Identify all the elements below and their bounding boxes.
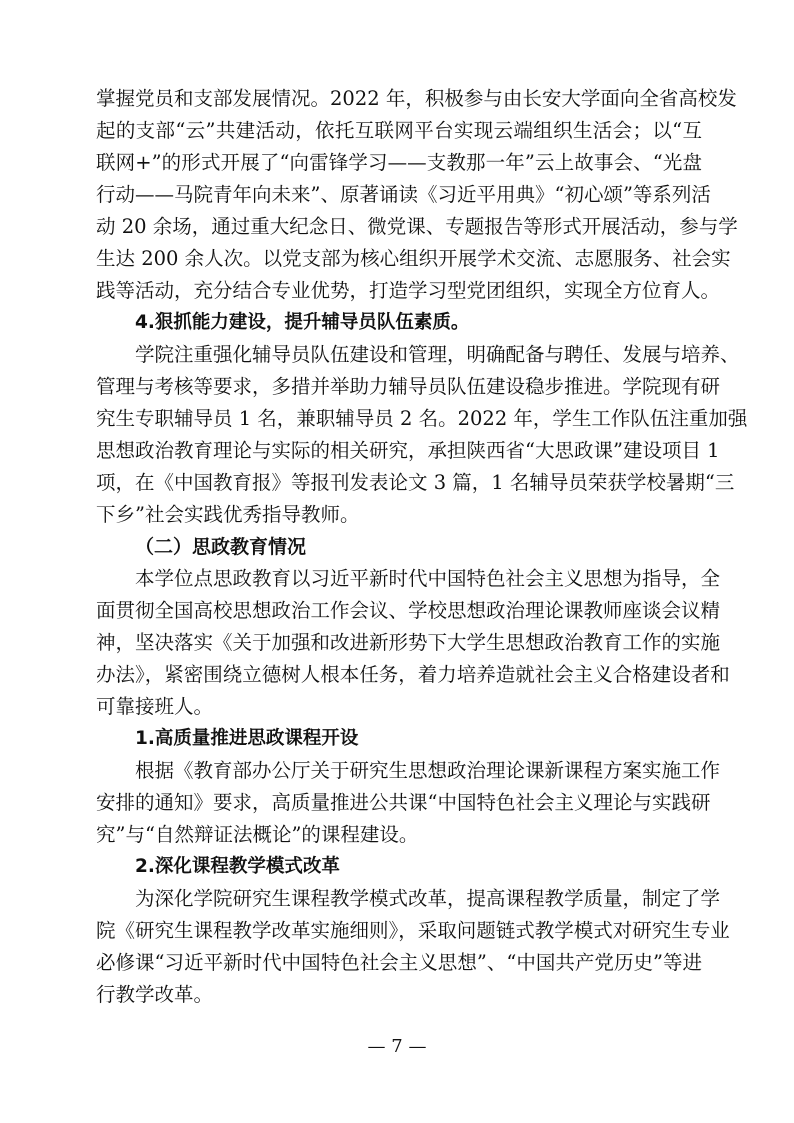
paragraph-line: 项，在《中国教育报》等报刊发表论文 3 篇，1 名辅导员荣获学校暑期“三 xyxy=(96,471,735,494)
page-number: — 7 — xyxy=(367,1036,427,1057)
section-heading: （二）思政教育情况 xyxy=(135,536,307,558)
paragraph-line: 下乡”社会实践优秀指导教师。 xyxy=(96,503,360,526)
paragraph-line: 面贯彻全国高校思想政治工作会议、学校思想政治理论课教师座谈会议精 xyxy=(96,599,721,622)
paragraph-line: 联网+”的形式开展了“向雷锋学习——支教那一年”云上故事会、“光盘 xyxy=(96,151,702,174)
paragraph-line: 院《研究生课程教学改革实施细则》，采取问题链式教学模式对研究生专业 xyxy=(96,919,730,942)
subsection-heading: 1.高质量推进思政课程开设 xyxy=(135,728,359,749)
paragraph-line: 可靠接班人。 xyxy=(96,695,214,718)
paragraph-line: 践等活动，充分结合专业优势，打造学习型党团组织，实现全方位育人。 xyxy=(96,279,721,302)
paragraph-line: 本学位点思政教育以习近平新时代中国特色社会主义思想为指导，全 xyxy=(135,567,721,590)
paragraph-line: 学院注重强化辅导员队伍建设和管理，明确配备与聘任、发展与培养、 xyxy=(135,343,740,366)
paragraph-line: 为深化学院研究生课程教学模式改革，提高课程教学质量，制定了学 xyxy=(135,887,721,910)
paragraph-line: 行动——马院青年向未来”、原著诵读《习近平用典》“初心颂”等系列活 xyxy=(96,183,711,206)
paragraph-line: 根据《教育部办公厅关于研究生思想政治理论课新课程方案实施工作 xyxy=(135,759,721,782)
paragraph-line: 究生专职辅导员 1 名，兼职辅导员 2 名。2022 年，学生工作队伍注重加强 xyxy=(96,407,748,430)
paragraph-line: 究”与“自然辩证法概论”的课程建设。 xyxy=(96,823,419,846)
document-body xyxy=(96,83,748,1011)
subsection-heading: 2.深化课程教学模式改革 xyxy=(135,856,340,877)
paragraph-line: 必修课“习近平新时代中国特色社会主义思想”、“中国共产党历史”等进 xyxy=(96,951,702,974)
paragraph-line: 管理与考核等要求，多措并举助力辅导员队伍建设稳步推进。学院现有研 xyxy=(96,375,721,398)
paragraph-line: 掌握党员和支部发展情况。2022 年，积极参与由长安大学面向全省高校发 xyxy=(96,87,737,110)
paragraph-line: 神，坚决落实《关于加强和改进新形势下大学生思想政治教育工作的实施 xyxy=(96,631,721,654)
subsection-heading: 4.狠抓能力建设，提升辅导员队伍素质。 xyxy=(135,312,470,333)
paragraph-line: 起的支部“云”共建活动，依托互联网平台实现云端组织生活会；以“互 xyxy=(96,119,702,142)
paragraph-line: 办法》，紧密围绕立德树人根本任务，着力培养造就社会主义合格建设者和 xyxy=(96,663,730,686)
paragraph-line: 动 20 余场，通过重大纪念日、微党课、专题报告等形式开展活动，参与学 xyxy=(96,215,738,238)
paragraph-line: 思想政治教育理论与实际的相关研究，承担陕西省“大思政课”建设项目 1 xyxy=(96,439,720,462)
paragraph-line: 生达 200 余人次。以党支部为核心组织开展学术交流、志愿服务、社会实 xyxy=(96,247,731,270)
paragraph-line: 安排的通知》要求，高质量推进公共课“中国特色社会主义理论与实践研 xyxy=(96,791,711,814)
paragraph-line: 行教学改革。 xyxy=(96,983,214,1006)
